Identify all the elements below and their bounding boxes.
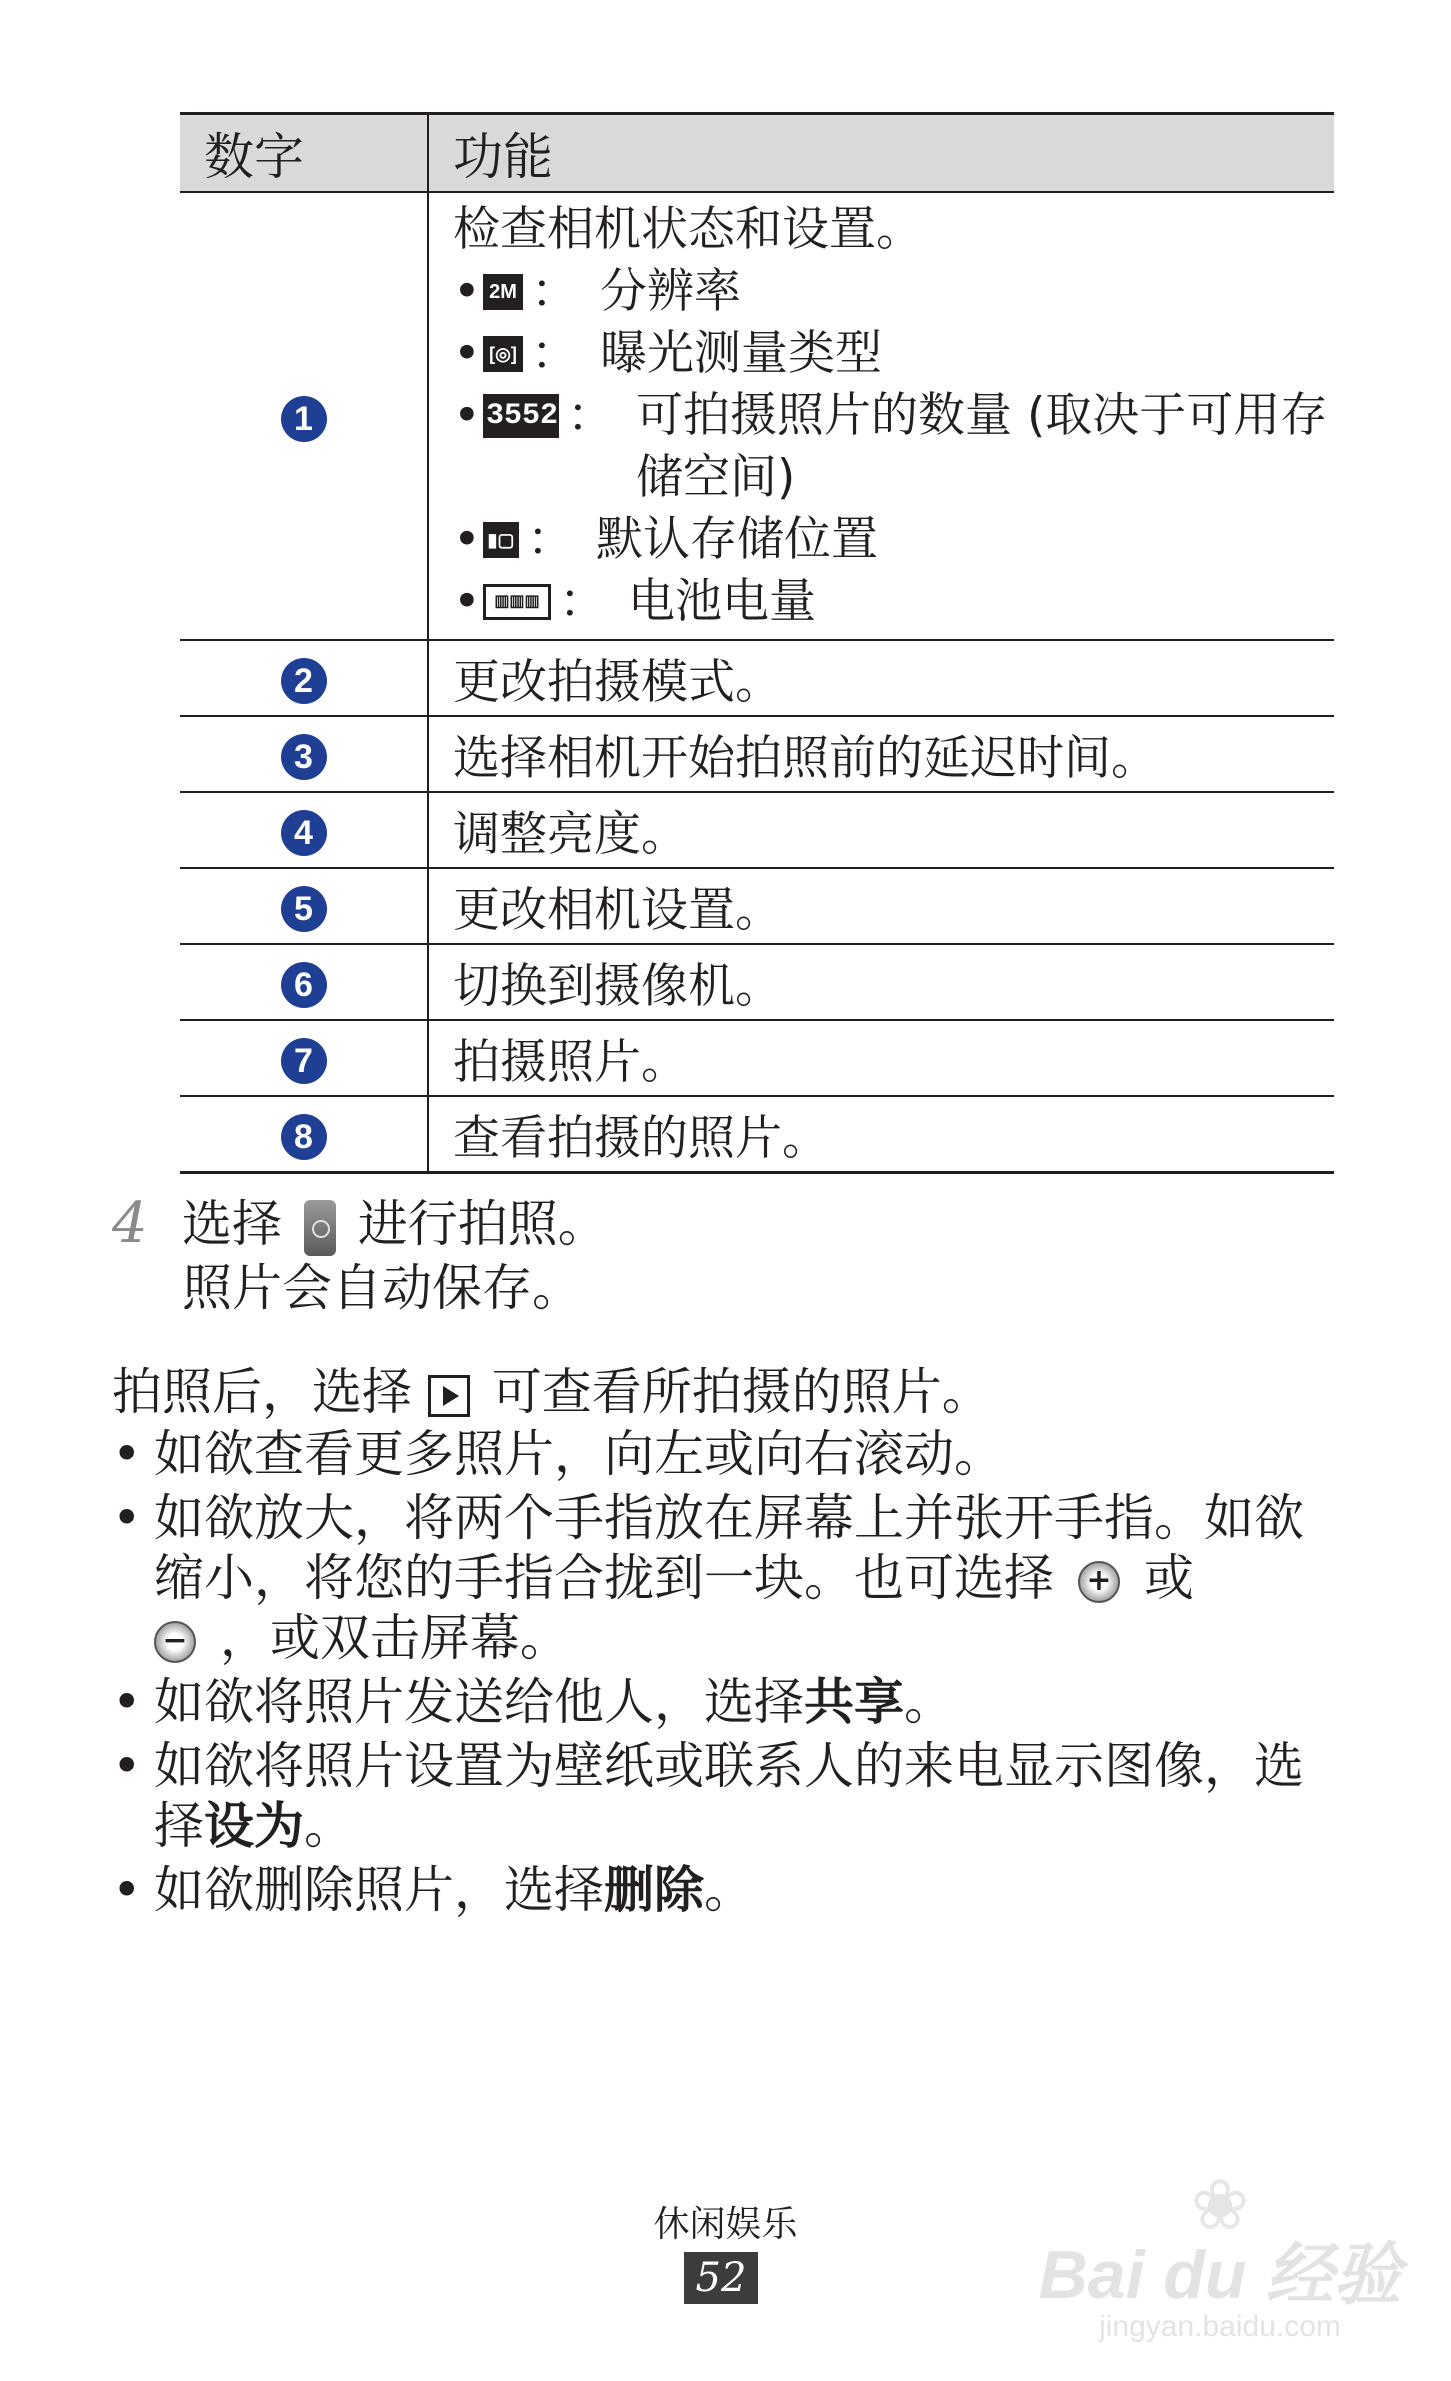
after-capture-text: 拍照后，选择 可查看所拍摄的照片。: [112, 1363, 992, 1421]
row-description: 查看拍摄的照片。: [428, 1096, 1334, 1173]
table-row: [180, 1096, 1334, 1173]
table-row: [180, 1020, 1334, 1096]
header-number: 数字: [180, 114, 428, 193]
camera-indicator-table: [180, 112, 1334, 1174]
row-description: 选择相机开始拍照前的延迟时间。: [428, 716, 1334, 792]
set-as-option-label: 设为: [204, 1797, 304, 1855]
list-item: • ▥▥▥ ： 电池电量: [453, 571, 1334, 633]
play-icon: [428, 1375, 470, 1417]
tips-list: [112, 1424, 1332, 1924]
row-description: 更改拍摄模式。: [428, 640, 1334, 716]
table-row: [180, 192, 1334, 640]
item-label: 默认存储位置: [596, 512, 878, 567]
table-row: [180, 868, 1334, 944]
circled-number-4: 4: [281, 810, 327, 856]
paw-icon: ❀: [1190, 2166, 1250, 2244]
page-number: 52: [684, 2252, 758, 2304]
table-row: [180, 640, 1334, 716]
table-row: [180, 716, 1334, 792]
table-row: [180, 792, 1334, 868]
circled-number-2: 2: [281, 658, 327, 704]
row-description: 拍摄照片。: [428, 1020, 1334, 1096]
list-item: • 如欲将照片设置为壁纸或联系人的来电显示图像，选择设为。: [112, 1736, 1332, 1856]
delete-option-label: 删除: [604, 1861, 704, 1919]
list-item: • 如欲删除照片，选择删除。: [112, 1860, 1332, 1920]
list-item: • 3552 ： 可拍摄照片的数量 (取决于可用存储空间): [453, 385, 1334, 509]
list-item: • 如欲放大，将两个手指放在屏幕上并张开手指。如欲缩小，将您的手指合拢到一块。也可选择 + 或 − ，或双击屏幕。: [112, 1488, 1332, 1668]
list-item: • ▮▢ ： 默认存储位置: [453, 509, 1334, 571]
share-option-label: 共享: [804, 1673, 904, 1731]
photo-count-icon: 3552: [483, 385, 559, 447]
circled-number-3: 3: [281, 734, 327, 780]
circled-number-6: 6: [281, 962, 327, 1008]
row-number-cell: [180, 192, 428, 640]
zoom-out-icon: −: [154, 1621, 196, 1663]
row-description: 更改相机设置。: [428, 868, 1334, 944]
circled-number-5: 5: [281, 886, 327, 932]
row-description-cell: [428, 192, 1334, 640]
list-item: • [◎] ： 曝光测量类型: [453, 323, 1334, 385]
baidu-jingyan-watermark: ❀ Bai du 经验 jingyan.baidu.com: [1020, 2170, 1420, 2340]
item-label: 分辨率: [600, 264, 741, 319]
item-label: 电池电量: [628, 574, 816, 629]
footer-section-title: 休闲娱乐: [653, 2204, 798, 2245]
item-label: 曝光测量类型: [600, 326, 882, 381]
row-description: 切换到摄像机。: [428, 944, 1334, 1020]
list-item: • 如欲将照片发送给他人，选择共享。: [112, 1672, 1332, 1732]
battery-icon: ▥▥▥: [483, 571, 551, 633]
storage-location-icon: ▮▢: [483, 509, 519, 571]
circled-number-8: 8: [281, 1114, 327, 1160]
list-item: • 如欲查看更多照片，向左或向右滚动。: [112, 1424, 1332, 1484]
camera-shutter-icon: [304, 1200, 336, 1256]
status-intro: 检查相机状态和设置。: [453, 202, 923, 257]
row-description: 调整亮度。: [428, 792, 1334, 868]
item-label: 可拍摄照片的数量 (取决于可用存储空间): [636, 388, 1328, 505]
table-header-row: [180, 114, 1334, 193]
zoom-in-icon: +: [1078, 1561, 1120, 1603]
header-function: 功能: [428, 114, 1334, 193]
step-line-1: 选择 进行拍照。: [182, 1192, 1282, 1256]
list-item: • 2M ： 分辨率: [453, 261, 1334, 323]
circled-number-7: 7: [281, 1038, 327, 1084]
step-line-2: 照片会自动保存。: [182, 1259, 582, 1317]
resolution-icon: 2M: [483, 261, 523, 323]
table-row: [180, 944, 1334, 1020]
step-number: 4: [112, 1191, 148, 1256]
exposure-metering-icon: [◎]: [483, 323, 523, 385]
circled-number-1: 1: [281, 396, 327, 442]
